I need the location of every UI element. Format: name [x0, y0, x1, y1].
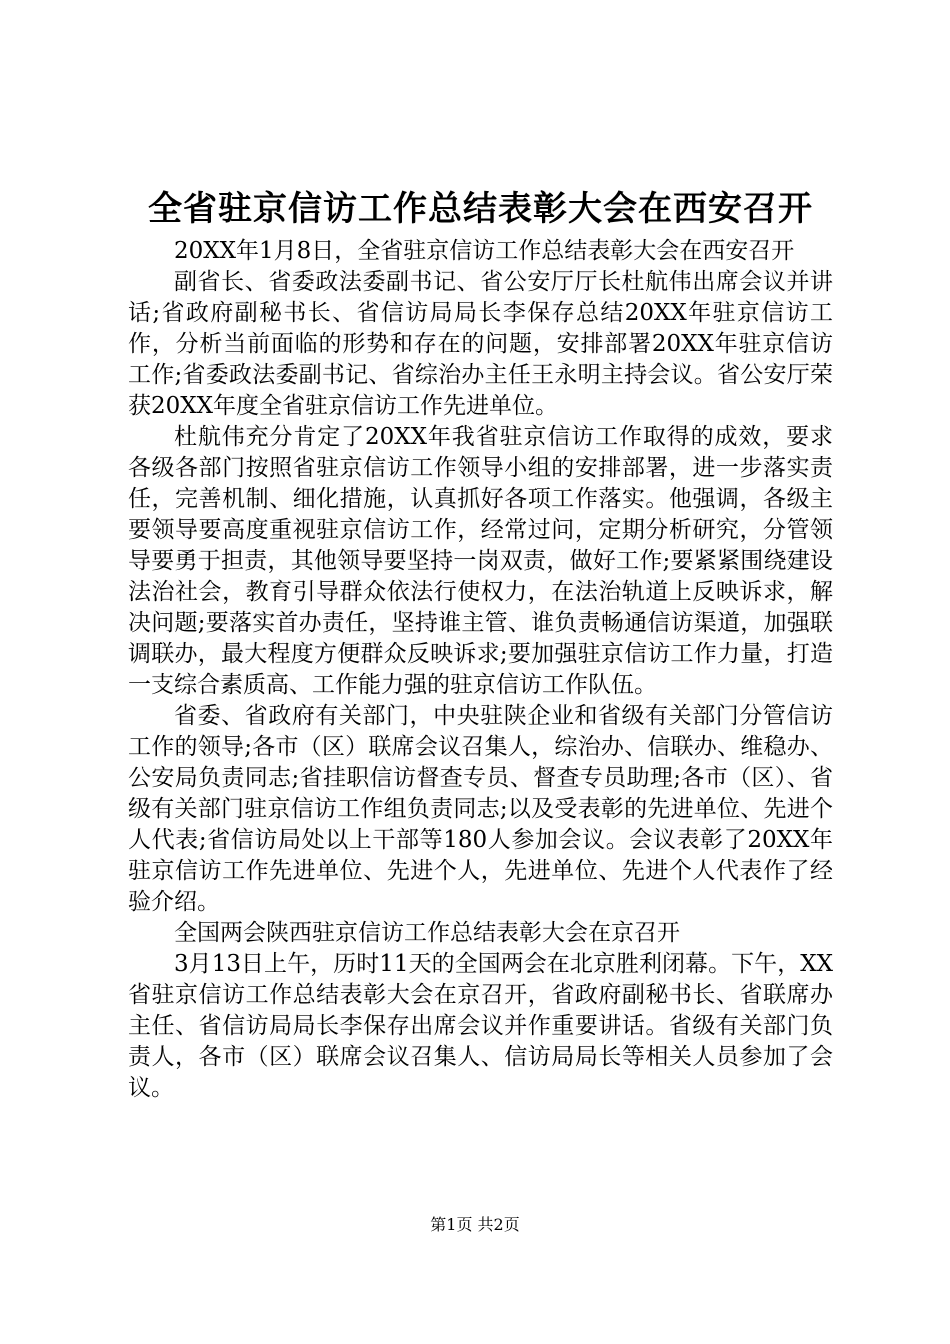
document-title: 全省驻京信访工作总结表彰大会在西安召开 — [148, 189, 813, 229]
paragraph-attendees: 副省长、省委政法委副书记、省公安厅厅长杜航伟出席会议并讲话;省政府副秘书长、省信访局局长李保存总结20XX年驻京信访工作，分析当前面临的形势和存在的问题，安排部署20XX年驻京信访工作;省委政法委副书记、省综治办主任王永明主持会议。省公安厅荣获20XX年度全省驻京信访工作先进单位。 — [128, 269, 833, 419]
paragraph-date: 20XX年1月8日，全省驻京信访工作总结表彰大会在西安召开 — [174, 238, 795, 264]
page-number-footer: 第1页 共2页 — [430, 1215, 520, 1234]
paragraph-beijing-meeting: 3月13日上午，历时11天的全国两会在北京胜利闭幕。下午，XX省驻京信访工作总结表彰大会在京召开，省政府副秘书长、省联席办主任、省信访局局长李保存出席会议并作重要讲话。省级有关部门负责人，各市（区）联席会议召集人、信访局局长等相关人员参加了会议。 — [128, 951, 833, 1101]
paragraph-subheading: 全国两会陕西驻京信访工作总结表彰大会在京召开 — [174, 920, 680, 946]
document-page — [128, 186, 833, 1104]
paragraph-participants: 省委、省政府有关部门，中央驻陕企业和省级有关部门分管信访工作的领导;各市（区）联席会议召集人，综治办、信联办、维稳办、公安局负责同志;省挂职信访督查专员、督查专员助理;各市（区）、省级有关部门驻京信访工作组负责同志;以及受表彰的先进单位、先进个人代表;省信访局处以上干部等180人参加会议。会议表彰了20XX年驻京信访工作先进单位、先进个人，先进单位、先进个人代表作了经验介绍。 — [128, 703, 833, 915]
paragraph-speech: 杜航伟充分肯定了20XX年我省驻京信访工作取得的成效，要求各级各部门按照省驻京信访工作领导小组的安排部署，进一步落实责任，完善机制、细化措施，认真抓好各项工作落实。他强调，各级主要领导要高度重视驻京信访工作，经常过问，定期分析研究，分管领导要勇于担责，其他领导要坚持一岗双责，做好工作;要紧紧围绕建设法治社会，教育引导群众依法行使权力，在法治轨道上反映诉求，解决问题;要落实首办责任，坚持谁主管、谁负责畅通信访渠道，加强联调联办，最大程度方便群众反映诉求;要加强驻京信访工作力量，打造一支综合素质高、工作能力强的驻京信访工作队伍。 — [128, 424, 833, 698]
